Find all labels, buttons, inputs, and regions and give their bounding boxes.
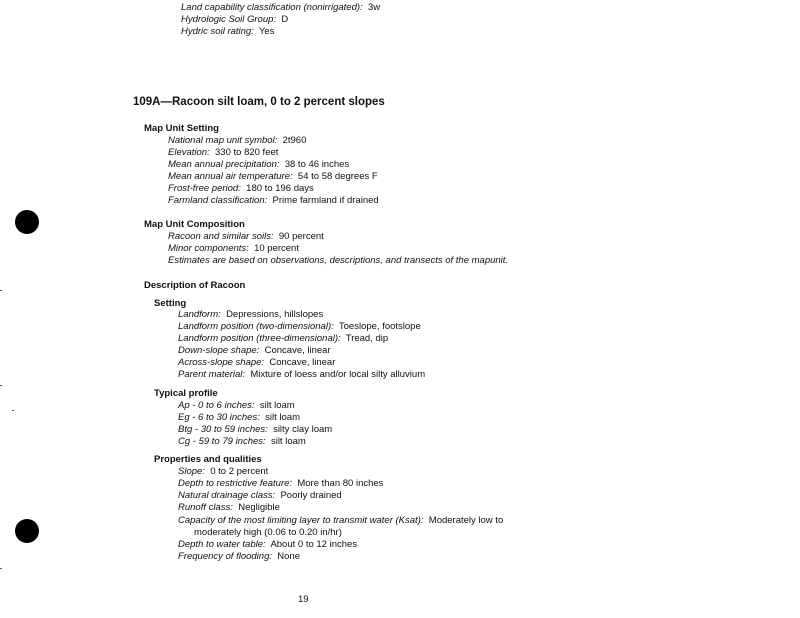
composition-item: Minor components: 10 percent	[168, 243, 299, 254]
setting-detail: Landform position (three-dimensional): Tread, dip	[178, 333, 389, 344]
property-item: Slope: 0 to 2 percent	[178, 466, 269, 477]
profile-layer: Eg - 6 to 30 inches: silt loam	[178, 412, 300, 423]
scan-mark	[0, 290, 2, 291]
profile-layer: Btg - 30 to 59 inches: silty clay loam	[178, 424, 333, 435]
map-unit-setting-heading: Map Unit Setting	[144, 123, 219, 134]
setting-item: Farmland classification: Prime farmland if drained	[168, 195, 379, 206]
punch-hole-top	[15, 210, 39, 234]
setting-item: Frost-free period: 180 to 196 days	[168, 183, 314, 194]
top-fragment-line: Hydrologic Soil Group: D	[181, 14, 289, 25]
setting-item: Mean annual precipitation: 38 to 46 inches	[168, 159, 350, 170]
setting-detail: Across-slope shape: Concave, linear	[178, 357, 336, 368]
property-item: Depth to restrictive feature: More than 80 inches	[178, 478, 384, 489]
property-item: Natural drainage class: Poorly drained	[178, 490, 342, 501]
scan-mark	[0, 385, 2, 386]
scan-mark	[12, 410, 14, 411]
map-unit-composition-heading: Map Unit Composition	[144, 219, 245, 230]
description-heading: Description of Racoon	[144, 280, 246, 291]
composition-note: Estimates are based on observations, descriptions, and transects of the mapunit.	[168, 255, 509, 266]
setting-item: Mean annual air temperature: 54 to 58 degrees F	[168, 171, 378, 182]
setting-subheading: Setting	[154, 298, 187, 309]
setting-item: Elevation: 330 to 820 feet	[168, 147, 279, 158]
setting-detail: Parent material: Mixture of loess and/or local silty alluvium	[178, 369, 426, 380]
map-unit-title: 109A—Racoon silt loam, 0 to 2 percent slopes	[133, 96, 385, 108]
property-item: Depth to water table: About 0 to 12 inches	[178, 539, 358, 550]
typical-profile-subheading: Typical profile	[154, 388, 218, 399]
scan-mark	[0, 568, 2, 569]
top-fragment-line: Hydric soil rating: Yes	[181, 26, 275, 37]
property-item: Capacity of the most limiting layer to transmit water (Ksat): Moderately low to	[178, 515, 504, 526]
page-number: 19	[298, 594, 309, 605]
profile-layer: Cg - 59 to 79 inches: silt loam	[178, 436, 306, 447]
property-item-continuation: moderately high (0.06 to 0.20 in/hr)	[194, 527, 342, 538]
setting-detail: Landform position (two-dimensional): Toeslope, footslope	[178, 321, 421, 332]
setting-detail: Landform: Depressions, hillslopes	[178, 309, 324, 320]
setting-detail: Down-slope shape: Concave, linear	[178, 345, 331, 356]
profile-layer: Ap - 0 to 6 inches: silt loam	[178, 400, 295, 411]
setting-item: National map unit symbol: 2t960	[168, 135, 307, 146]
property-item: Runoff class: Negligible	[178, 502, 280, 513]
property-item: Frequency of flooding: None	[178, 551, 301, 562]
composition-item: Racoon and similar soils: 90 percent	[168, 231, 324, 242]
punch-hole-bottom	[15, 519, 39, 543]
properties-subheading: Properties and qualities	[154, 454, 262, 465]
top-fragment-line: Land capability classification (nonirrigated): 3w	[181, 2, 381, 13]
